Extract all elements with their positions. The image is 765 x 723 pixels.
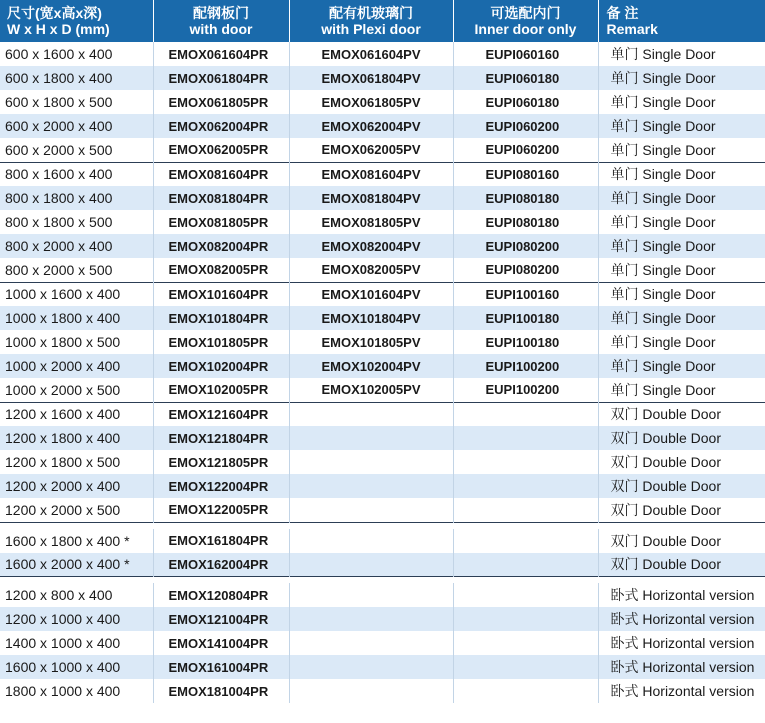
cell-steel-door-code: EMOX062005PR (153, 138, 289, 162)
cell-size: 1000 x 1800 x 400 (0, 306, 153, 330)
cell-size: 1000 x 1600 x 400 (0, 282, 153, 306)
cell-remark: 单门 Single Door (598, 90, 765, 114)
cell-steel-door-code: EMOX122005PR (153, 498, 289, 522)
cell-inner-door-code (453, 679, 598, 703)
cell-inner-door-code (453, 655, 598, 679)
cell-steel-door-code: EMOX062004PR (153, 114, 289, 138)
cell-steel-door-code: EMOX061805PR (153, 90, 289, 114)
cell-inner-door-code: EUPI100200 (453, 354, 598, 378)
cell-inner-door-code: EUPI060200 (453, 138, 598, 162)
table-row (0, 306, 765, 330)
cell-size: 1200 x 1800 x 500 (0, 450, 153, 474)
table-row (0, 426, 765, 450)
cell-size: 600 x 1600 x 400 (0, 42, 153, 66)
header-inner-door (453, 0, 598, 42)
cell-size: 1200 x 2000 x 400 (0, 474, 153, 498)
cell-plexi-door-code (289, 655, 453, 679)
cell-inner-door-code: EUPI100160 (453, 282, 598, 306)
cell-steel-door-code: EMOX121804PR (153, 426, 289, 450)
cell-inner-door-code: EUPI060200 (453, 114, 598, 138)
cell-remark: 单门 Single Door (598, 378, 765, 402)
cell-inner-door-code (453, 553, 598, 577)
cell-inner-door-code (453, 631, 598, 655)
cell-inner-door-code (453, 583, 598, 607)
cell-steel-door-code: EMOX120804PR (153, 583, 289, 607)
cell-steel-door-code: EMOX081604PR (153, 162, 289, 186)
table-header (0, 0, 765, 42)
cell-remark: 卧式 Horizontal version (598, 631, 765, 655)
cell-plexi-door-code: EMOX081805PV (289, 210, 453, 234)
cell-remark: 单门 Single Door (598, 234, 765, 258)
cell-remark: 单门 Single Door (598, 66, 765, 90)
header-steel-cn: 配钢板门 (193, 5, 249, 21)
header-inner-cn: 可选配内门 (490, 5, 561, 21)
cell-plexi-door-code: EMOX081804PV (289, 186, 453, 210)
header-steel-door (153, 0, 289, 42)
cell-inner-door-code (453, 402, 598, 426)
cell-size: 1600 x 1800 x 400 * (0, 529, 153, 553)
cell-size: 800 x 2000 x 400 (0, 234, 153, 258)
table-row (0, 114, 765, 138)
cell-plexi-door-code: EMOX062004PV (289, 114, 453, 138)
cell-inner-door-code: EUPI060180 (453, 66, 598, 90)
cell-remark: 卧式 Horizontal version (598, 655, 765, 679)
cell-remark: 单门 Single Door (598, 330, 765, 354)
header-remark-en: Remark (606, 21, 658, 37)
header-row (0, 0, 765, 42)
cell-inner-door-code: EUPI060180 (453, 90, 598, 114)
cell-size: 800 x 2000 x 500 (0, 258, 153, 282)
table-row (0, 553, 765, 577)
header-size (0, 0, 153, 42)
header-steel-en: with door (189, 21, 253, 37)
cell-size: 1800 x 1000 x 400 (0, 679, 153, 703)
cell-remark: 卧式 Horizontal version (598, 583, 765, 607)
cell-remark: 双门 Double Door (598, 426, 765, 450)
cell-plexi-door-code (289, 583, 453, 607)
cell-remark: 单门 Single Door (598, 114, 765, 138)
table-row (0, 258, 765, 282)
cell-size: 1600 x 1000 x 400 (0, 655, 153, 679)
cell-size: 1000 x 2000 x 400 (0, 354, 153, 378)
cell-steel-door-code: EMOX121805PR (153, 450, 289, 474)
cell-remark: 单门 Single Door (598, 354, 765, 378)
cell-size: 1400 x 1000 x 400 (0, 631, 153, 655)
cell-inner-door-code: EUPI080180 (453, 186, 598, 210)
cell-plexi-door-code (289, 631, 453, 655)
cell-remark: 单门 Single Door (598, 42, 765, 66)
table-row (0, 186, 765, 210)
cell-plexi-door-code (289, 498, 453, 522)
cell-plexi-door-code (289, 529, 453, 553)
cell-inner-door-code: EUPI080200 (453, 234, 598, 258)
cell-plexi-door-code: EMOX062005PV (289, 138, 453, 162)
cell-remark: 双门 Double Door (598, 450, 765, 474)
table-body (0, 42, 765, 703)
cell-size: 800 x 1800 x 400 (0, 186, 153, 210)
cell-steel-door-code: EMOX161004PR (153, 655, 289, 679)
cell-remark: 单门 Single Door (598, 282, 765, 306)
cell-plexi-door-code (289, 679, 453, 703)
table-row (0, 354, 765, 378)
cell-steel-door-code: EMOX141004PR (153, 631, 289, 655)
cell-plexi-door-code: EMOX101804PV (289, 306, 453, 330)
table-row (0, 378, 765, 402)
cell-plexi-door-code (289, 553, 453, 577)
cell-inner-door-code (453, 498, 598, 522)
header-inner-en: Inner door only (474, 21, 577, 37)
cell-steel-door-code: EMOX121604PR (153, 402, 289, 426)
table-row (0, 90, 765, 114)
cell-inner-door-code (453, 426, 598, 450)
cell-plexi-door-code: EMOX081604PV (289, 162, 453, 186)
header-plexi-en: with Plexi door (321, 21, 421, 37)
cell-plexi-door-code: EMOX061604PV (289, 42, 453, 66)
cell-plexi-door-code: EMOX102004PV (289, 354, 453, 378)
cell-inner-door-code: EUPI080160 (453, 162, 598, 186)
cell-inner-door-code: EUPI060160 (453, 42, 598, 66)
cell-inner-door-code (453, 474, 598, 498)
cell-inner-door-code (453, 607, 598, 631)
cell-remark: 双门 Double Door (598, 553, 765, 577)
cell-remark: 卧式 Horizontal version (598, 679, 765, 703)
cell-remark: 单门 Single Door (598, 186, 765, 210)
cell-remark: 双门 Double Door (598, 529, 765, 553)
table-row (0, 655, 765, 679)
cell-remark: 单门 Single Door (598, 138, 765, 162)
table-row (0, 498, 765, 522)
table-row (0, 162, 765, 186)
cell-steel-door-code: EMOX101805PR (153, 330, 289, 354)
cell-size: 600 x 1800 x 500 (0, 90, 153, 114)
cell-remark: 单门 Single Door (598, 306, 765, 330)
cell-size: 800 x 1800 x 500 (0, 210, 153, 234)
cell-steel-door-code: EMOX082004PR (153, 234, 289, 258)
header-plexi-cn: 配有机玻璃门 (329, 5, 413, 21)
cell-inner-door-code: EUPI080180 (453, 210, 598, 234)
cell-size: 1000 x 1800 x 500 (0, 330, 153, 354)
cell-steel-door-code: EMOX081804PR (153, 186, 289, 210)
cell-inner-door-code: EUPI100180 (453, 330, 598, 354)
table-row (0, 474, 765, 498)
cell-inner-door-code: EUPI100200 (453, 378, 598, 402)
cell-inner-door-code (453, 529, 598, 553)
header-size-en: W x H x D (mm) (7, 21, 110, 37)
header-remark (598, 0, 765, 42)
cell-steel-door-code: EMOX122004PR (153, 474, 289, 498)
cell-inner-door-code (453, 450, 598, 474)
cell-steel-door-code: EMOX102004PR (153, 354, 289, 378)
header-plexi-door (289, 0, 453, 42)
cell-inner-door-code: EUPI100180 (453, 306, 598, 330)
header-size-cn: 尺寸(宽x高x深) (7, 5, 102, 21)
cell-steel-door-code: EMOX082005PR (153, 258, 289, 282)
cell-remark: 双门 Double Door (598, 402, 765, 426)
table-row (0, 330, 765, 354)
table-row (0, 42, 765, 66)
cell-size: 800 x 1600 x 400 (0, 162, 153, 186)
cell-steel-door-code: EMOX081805PR (153, 210, 289, 234)
cell-plexi-door-code: EMOX061805PV (289, 90, 453, 114)
cell-plexi-door-code: EMOX102005PV (289, 378, 453, 402)
cell-size: 600 x 2000 x 400 (0, 114, 153, 138)
cell-remark: 单门 Single Door (598, 162, 765, 186)
table-row (0, 631, 765, 655)
table-row (0, 607, 765, 631)
cell-plexi-door-code (289, 607, 453, 631)
table-row (0, 138, 765, 162)
cell-steel-door-code: EMOX101804PR (153, 306, 289, 330)
cell-steel-door-code: EMOX181004PR (153, 679, 289, 703)
cell-size: 1200 x 1800 x 400 (0, 426, 153, 450)
cell-remark: 单门 Single Door (598, 258, 765, 282)
cell-remark: 单门 Single Door (598, 210, 765, 234)
table-row (0, 679, 765, 703)
cell-steel-door-code: EMOX121004PR (153, 607, 289, 631)
cell-size: 1200 x 1000 x 400 (0, 607, 153, 631)
cell-size: 1200 x 2000 x 500 (0, 498, 153, 522)
cell-steel-door-code: EMOX161804PR (153, 529, 289, 553)
cell-plexi-door-code (289, 402, 453, 426)
table-row (0, 402, 765, 426)
cell-steel-door-code: EMOX162004PR (153, 553, 289, 577)
table-row (0, 583, 765, 607)
cell-steel-door-code: EMOX061804PR (153, 66, 289, 90)
cell-steel-door-code: EMOX101604PR (153, 282, 289, 306)
table-row (0, 450, 765, 474)
cell-size: 600 x 1800 x 400 (0, 66, 153, 90)
cell-steel-door-code: EMOX061604PR (153, 42, 289, 66)
cell-remark: 双门 Double Door (598, 498, 765, 522)
cell-size: 1000 x 2000 x 500 (0, 378, 153, 402)
table-row (0, 66, 765, 90)
cell-size: 1200 x 800 x 400 (0, 583, 153, 607)
cell-plexi-door-code: EMOX101604PV (289, 282, 453, 306)
table-row (0, 282, 765, 306)
cell-plexi-door-code: EMOX061804PV (289, 66, 453, 90)
cell-plexi-door-code (289, 474, 453, 498)
cell-plexi-door-code: EMOX101805PV (289, 330, 453, 354)
header-remark-cn: 备 注 (606, 5, 639, 21)
table-row (0, 529, 765, 553)
cell-plexi-door-code (289, 426, 453, 450)
cell-plexi-door-code (289, 450, 453, 474)
cell-remark: 双门 Double Door (598, 474, 765, 498)
table-row (0, 210, 765, 234)
cell-plexi-door-code: EMOX082005PV (289, 258, 453, 282)
cell-inner-door-code: EUPI080200 (453, 258, 598, 282)
cell-remark: 卧式 Horizontal version (598, 607, 765, 631)
cell-size: 600 x 2000 x 500 (0, 138, 153, 162)
cell-steel-door-code: EMOX102005PR (153, 378, 289, 402)
cell-size: 1600 x 2000 x 400 * (0, 553, 153, 577)
cell-plexi-door-code: EMOX082004PV (289, 234, 453, 258)
table-row (0, 234, 765, 258)
cell-size: 1200 x 1600 x 400 (0, 402, 153, 426)
